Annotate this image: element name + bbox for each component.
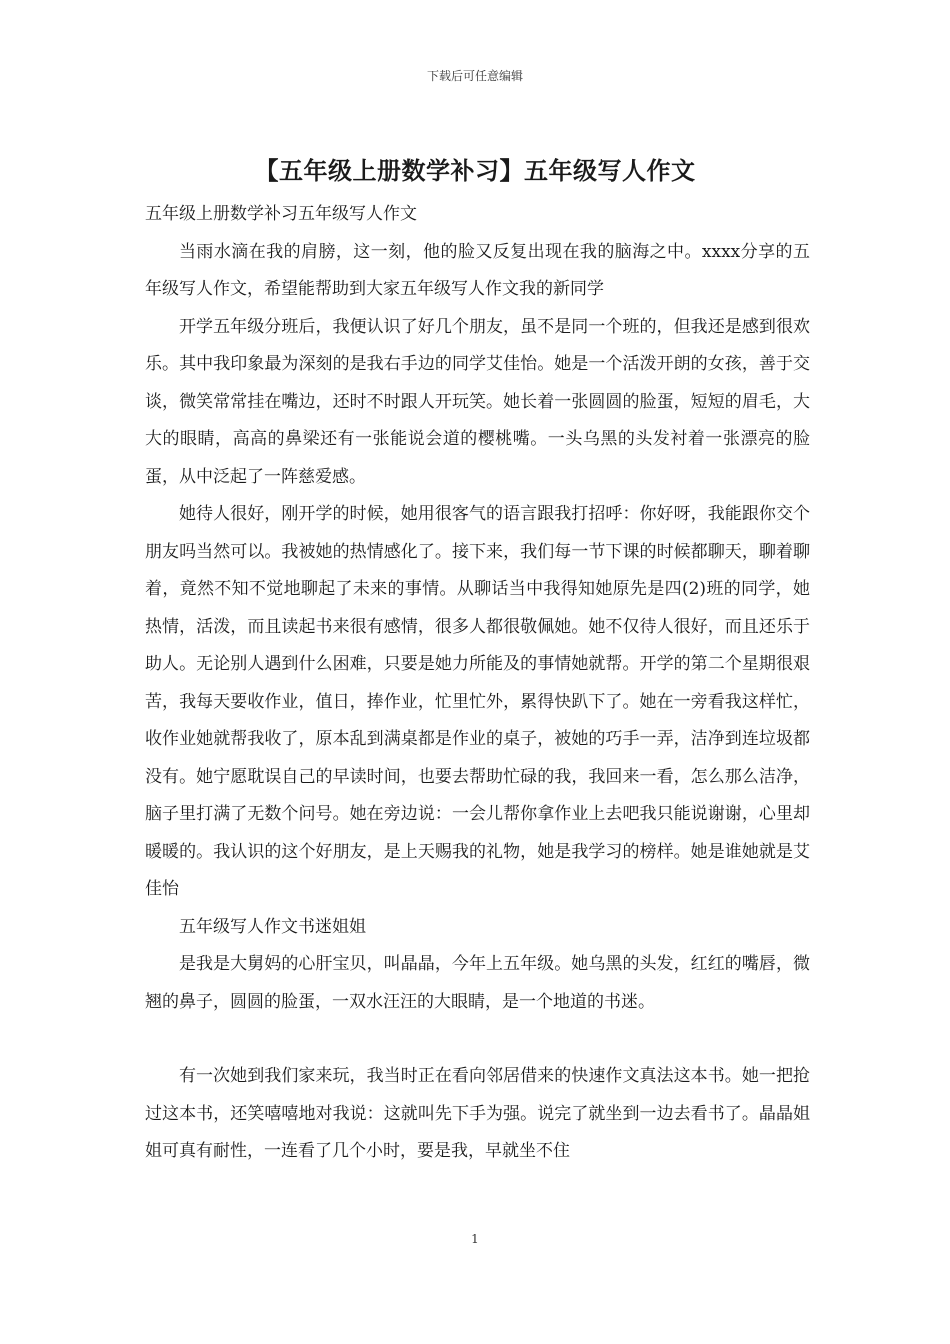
paragraph-3: 她待人很好，刚开学的时候，她用很客气的语言跟我打招呼：你好呀，我能跟你交个朋友吗当然可以。我被她的热情感化了。接下来，我们每一节下课的时候都聊天，聊着聊着，竟然不知不觉地聊起了未来的事情。从聊话当中我得知她原先是四(2)班的同学，她热情，活泼，而且读起书来很有感情，很多人都很敬佩她。她不仅待人很好，而且还乐于助人。无论别人遇到什么困难，只要是她力所能及的事情她就帮。开学的第二个星期很艰苦，我每天要收作业，值日，捧作业，忙里忙外，累得快趴下了。她在一旁看我这样忙，收作业她就帮我收了，原本乱到满桌都是作业的桌子，被她的巧手一弄，洁净到连垃圾都没有。她宁愿耽误自己的早读时间，也要去帮助忙碌的我，我回来一看，怎么那么洁净，脑子里打满了无数个问号。她在旁边说：一会儿帮你拿作业上去吧我只能说谢谢，心里却暖暖的。我认识的这个好朋友，是上天赐我的礼物，她是我学习的榜样。她是谁她就是艾佳怡 xyxy=(145,504,810,899)
document-title: 【五年级上册数学补习】五年级写人作文 xyxy=(254,156,696,185)
paragraph-5: 是我是大舅妈的心肝宝贝，叫晶晶，今年上五年级。她乌黑的头发，红红的嘴唇，微翘的鼻子，圆圆的脸蛋，一双水汪汪的大眼睛，是一个地道的书迷。 xyxy=(145,954,810,1012)
page-header-note: 下载后可任意编辑 xyxy=(426,69,523,83)
paragraph-2: 开学五年级分班后，我便认识了好几个朋友，虽不是同一个班的，但我还是感到很欢乐。其中我印象最为深刻的是我右手边的同学艾佳怡。她是一个活泼开朗的女孩，善于交谈，微笑常常挂在嘴边，还时不时跟人开玩笑。她长着一张圆圆的脸蛋，短短的眉毛，大大的眼睛，高高的鼻梁还有一张能说会道的樱桃嘴。一头乌黑的头发衬着一张漂亮的脸蛋，从中泛起了一阵慈爱感。 xyxy=(145,316,810,487)
paragraph-4: 五年级写人作文书迷姐姐 xyxy=(179,916,366,937)
page-number: 1 xyxy=(471,1232,479,1246)
document-body xyxy=(145,196,810,1171)
paragraph-6 xyxy=(145,1021,810,1058)
paragraph-7: 有一次她到我们家来玩，我当时正在看向邻居借来的快速作文真法这本书。她一把抢过这本书，还笑嘻嘻地对我说：这就叫先下手为强。说完了就坐到一边去看书了。晶晶姐姐可真有耐性，一连看了几个小时，要是我，早就坐不住 xyxy=(145,1066,810,1161)
paragraph-1: 当雨水滴在我的肩膀，这一刻，他的脸又反复出现在我的脑海之中。xxxx分享的五年级写人作文，希望能帮助到大家五年级写人作文我的新同学 xyxy=(145,241,810,299)
paragraph-0: 五年级上册数学补习五年级写人作文 xyxy=(145,204,417,224)
